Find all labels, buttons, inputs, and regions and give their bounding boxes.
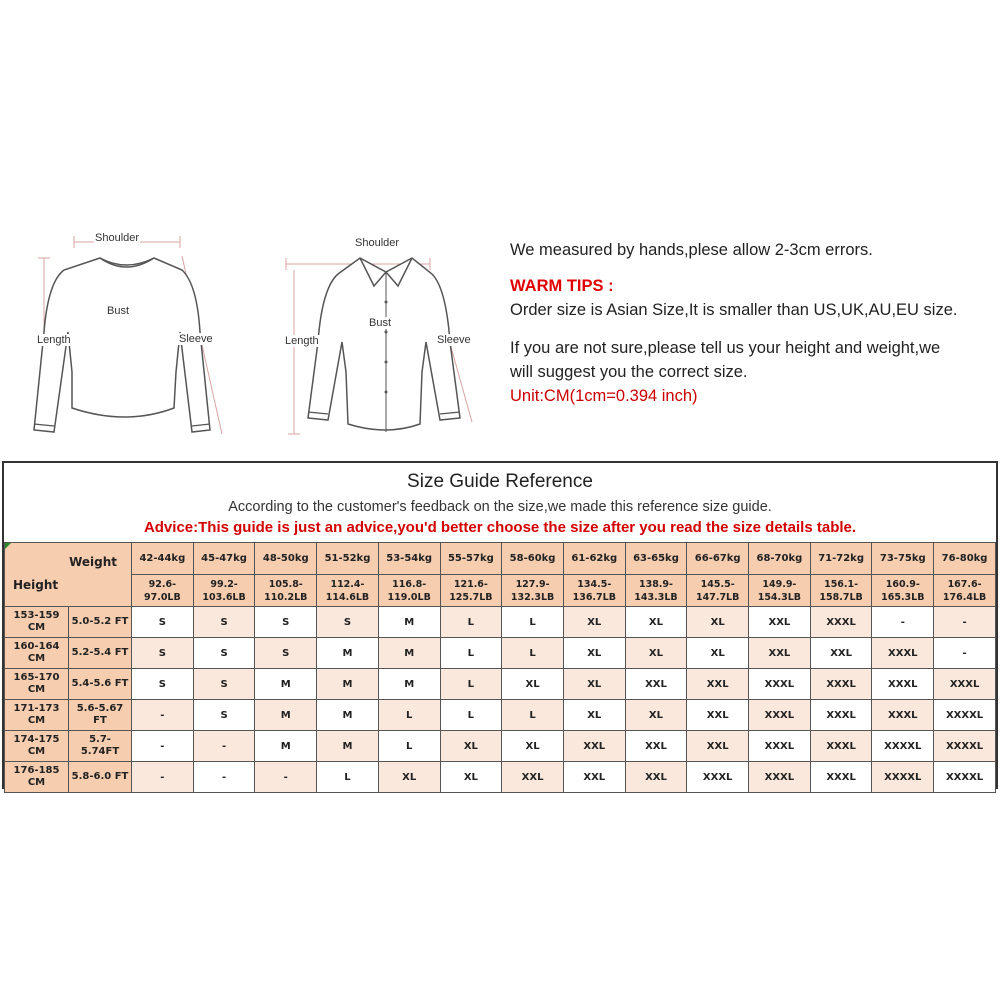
weight-lb-header [132,575,194,607]
size-cell: - [132,731,194,762]
weight-kg-header: 58-60kg [502,543,564,575]
size-cell: XXL [563,731,625,762]
warm-tips-text: Order size is Asian Size,It is smaller than US,UK,AU,EU size. [510,301,958,319]
tshirt-sleeve-label: Sleeve [179,333,213,345]
weight-kg-header: 76-80kg [934,543,996,575]
size-cell: XXXXL [934,762,996,793]
size-cell: S [317,607,379,638]
weight-lb-to: 125.7LB [449,591,493,603]
weight-lb-from: 134.5- [577,578,612,590]
weight-kg-header: 63-65kg [625,543,687,575]
height-ft-cell [69,700,132,731]
weight-lb-header [749,575,811,607]
height-cm-unit: CM [27,746,46,757]
weight-lb-to: 97.0LB [143,591,181,603]
weight-lb-header [687,575,749,607]
size-cell: XXXL [749,762,811,793]
size-cell: S [193,638,255,669]
size-cell: S [193,669,255,700]
height-ft-unit: 5.74FT [80,746,120,757]
size-row [5,731,996,762]
size-cell: XXXXL [872,731,934,762]
height-ft-range: 5.7- [89,734,111,745]
weight-lb-from: 149.9- [762,578,797,590]
weight-kg-header: 68-70kg [749,543,811,575]
size-cell: L [378,700,440,731]
guide-subtitle: According to the customer's feedback on the size,we made this reference size guide. [228,499,772,515]
weight-lb-from: 105.8- [268,578,303,590]
weight-kg-header: 42-44kg [132,543,194,575]
size-cell: XXXXL [872,762,934,793]
size-row [5,762,996,793]
weight-lb-from: 167.6- [947,578,982,590]
weight-lb-from: 138.9- [638,578,673,590]
shirt-sleeve-label: Sleeve [437,334,471,346]
size-cell: XL [625,700,687,731]
size-cell: XL [502,731,564,762]
size-cell: XXXL [810,762,872,793]
measurement-panel [0,212,1000,460]
size-cell: XXXL [810,700,872,731]
size-cell: L [440,700,502,731]
size-cell: - [255,762,317,793]
weight-lb-from: 145.5- [700,578,735,590]
size-cell: M [317,669,379,700]
weight-lb-from: 160.9- [885,578,920,590]
height-cm-range: 174-175 [13,734,60,745]
size-cell: XXL [563,762,625,793]
size-cell: - [872,607,934,638]
weight-lb-to: 165.3LB [881,591,925,603]
weight-lb-to: 136.7LB [572,591,616,603]
height-ft-range: 5.0-5.2 FT [71,616,129,627]
weight-lb-from: 121.6- [453,578,488,590]
height-cm-range: 160-164 [13,641,60,652]
weight-lb-from: 99.2- [210,578,238,590]
size-cell: XXXL [934,669,996,700]
size-row [5,607,996,638]
size-cell: M [255,700,317,731]
size-cell: XXL [749,607,811,638]
size-cell: S [132,607,194,638]
weight-kg-header: 53-54kg [378,543,440,575]
size-cell: XXL [810,638,872,669]
height-cm-cell [5,700,69,731]
size-cell: XL [502,669,564,700]
weight-kg-header: 45-47kg [193,543,255,575]
height-label: Height [13,578,59,592]
size-cell: L [502,700,564,731]
size-cell: M [255,731,317,762]
height-cm-cell [5,638,69,669]
weight-lb-to: 103.6LB [202,591,246,603]
size-cell: XXXXL [934,731,996,762]
height-ft-unit: FT [93,715,107,726]
height-cm-cell [5,669,69,700]
size-cell: XXL [687,731,749,762]
size-cell: XXL [687,700,749,731]
height-ft-range: 5.2-5.4 FT [71,647,129,658]
height-cm-unit: CM [27,715,46,726]
size-cell: M [378,638,440,669]
size-cell: XXXL [872,669,934,700]
error-note: We measured by hands,plese allow 2-3cm errors. [510,241,873,259]
warm-tips-title: WARM TIPS : [510,277,614,295]
weight-kg-header: 61-62kg [563,543,625,575]
size-cell: L [440,638,502,669]
size-cell: XXL [625,669,687,700]
shirt-shoulder-label: Shoulder [355,237,400,249]
weight-kg-header: 73-75kg [872,543,934,575]
shirt-diagram [250,212,495,460]
tshirt-bust-label: Bust [107,305,130,317]
weight-lb-to: 158.7LB [819,591,863,603]
size-cell: S [255,638,317,669]
weight-lb-header [563,575,625,607]
weight-lb-to: 114.6LB [325,591,370,603]
height-ft-cell [69,669,132,700]
weight-lb-from: 156.1- [824,578,859,590]
weight-kg-header: 51-52kg [317,543,379,575]
height-cm-unit: CM [27,684,46,695]
weight-lb-to: 143.3LB [634,591,678,603]
weight-lb-to: 110.2LB [264,591,308,603]
weight-lb-header [625,575,687,607]
guide-title: Size Guide Reference [407,471,593,492]
size-cell: XL [563,638,625,669]
size-cell: S [193,700,255,731]
weight-lb-header [255,575,317,607]
size-cell: XXXL [872,638,934,669]
size-cell: S [132,638,194,669]
weight-kg-header: 71-72kg [810,543,872,575]
size-cell: - [934,607,996,638]
size-cell: XL [625,607,687,638]
size-cell: XXXL [810,731,872,762]
size-cell: M [317,700,379,731]
weight-lb-header [872,575,934,607]
size-cell: - [934,638,996,669]
size-cell: XL [625,638,687,669]
size-table [4,542,996,793]
height-cm-unit: CM [27,653,46,664]
weight-lb-to: 176.4LB [942,591,987,603]
size-cell: XXXL [687,762,749,793]
measurement-notes [510,238,998,408]
size-cell: S [255,607,317,638]
height-cm-range: 153-159 [13,610,60,621]
size-cell: XL [563,669,625,700]
weight-lb-from: 127.9- [515,578,550,590]
height-cm-cell [5,607,69,638]
size-cell: S [132,669,194,700]
size-cell: XXL [625,731,687,762]
tshirt-shoulder-label: Shoulder [95,232,140,244]
size-cell: XXXL [810,669,872,700]
height-ft-cell [69,607,132,638]
size-cell: XXXL [749,731,811,762]
size-cell: - [193,762,255,793]
weight-lb-header [934,575,996,607]
size-cell: XL [687,638,749,669]
weight-lb-header [810,575,872,607]
size-cell: M [317,731,379,762]
size-cell: XL [440,731,502,762]
weight-lb-from: 116.8- [392,578,427,590]
guide-advice: Advice:This guide is just an advice,you'd better choose the size after you read the size details table. [143,519,857,536]
size-cell: XXXXL [934,700,996,731]
size-cell: XXXL [872,700,934,731]
height-ft-range: 5.8-6.0 FT [71,771,129,782]
weight-lb-header [502,575,564,607]
size-cell: - [132,700,194,731]
size-cell: XXXL [810,607,872,638]
suggest-note-line2: will suggest you the correct size. [510,363,748,381]
size-cell: M [317,638,379,669]
shirt-bust-label: Bust [369,317,392,329]
height-cm-range: 171-173 [13,703,60,714]
weight-lb-to: 154.3LB [757,591,802,603]
size-cell: XXXL [749,700,811,731]
height-ft-cell [69,762,132,793]
tshirt-diagram [2,212,247,460]
height-cm-cell [5,762,69,793]
size-cell: XL [563,607,625,638]
weight-lb-to: 119.0LB [387,591,431,603]
weight-lb-from: 112.4- [330,578,365,590]
size-cell: L [317,762,379,793]
weight-kg-header: 66-67kg [687,543,749,575]
size-cell: XL [687,607,749,638]
size-cell: M [378,607,440,638]
size-cell: M [255,669,317,700]
size-cell: XXL [625,762,687,793]
size-row [5,700,996,731]
weight-height-corner [5,543,132,607]
height-cm-range: 176-185 [13,765,60,776]
size-cell: - [193,731,255,762]
size-cell: L [440,669,502,700]
weight-lb-from: 92.6- [148,578,177,590]
weight-lb-to: 147.7LB [696,591,740,603]
size-row [5,638,996,669]
weight-lb-header [378,575,440,607]
corner-marker [5,543,11,549]
size-cell: L [502,638,564,669]
height-cm-cell [5,731,69,762]
size-cell: L [502,607,564,638]
size-cell: XL [440,762,502,793]
weight-lb-header [440,575,502,607]
weight-kg-header: 48-50kg [255,543,317,575]
size-cell: L [378,731,440,762]
size-cell: XXL [749,638,811,669]
weight-lb-header [317,575,379,607]
height-ft-range: 5.4-5.6 FT [71,678,129,689]
size-cell: L [440,607,502,638]
tshirt-length-label: Length [37,334,71,346]
weight-lb-header [193,575,255,607]
size-guide [2,461,998,789]
suggest-note-line1: If you are not sure,please tell us your height and weight,we [510,339,941,357]
size-cell: - [132,762,194,793]
weight-lb-to: 132.3LB [510,591,555,603]
corner-labels [5,543,131,606]
height-cm-range: 165-170 [13,672,60,683]
size-cell: S [193,607,255,638]
weight-label: Weight [69,555,117,569]
size-cell: XXXL [749,669,811,700]
size-cell: XL [563,700,625,731]
height-ft-cell [69,731,132,762]
size-cell: XXL [502,762,564,793]
height-ft-cell [69,638,132,669]
size-cell: XL [378,762,440,793]
height-ft-range: 5.6-5.67 [76,703,124,714]
height-cm-unit: CM [27,622,46,633]
size-cell: XXL [687,669,749,700]
size-row [5,669,996,700]
shirt-length-label: Length [285,335,319,347]
weight-kg-header: 55-57kg [440,543,502,575]
size-cell: M [378,669,440,700]
height-cm-unit: CM [27,777,46,788]
unit-note: Unit:CM(1cm=0.394 inch) [510,387,698,405]
